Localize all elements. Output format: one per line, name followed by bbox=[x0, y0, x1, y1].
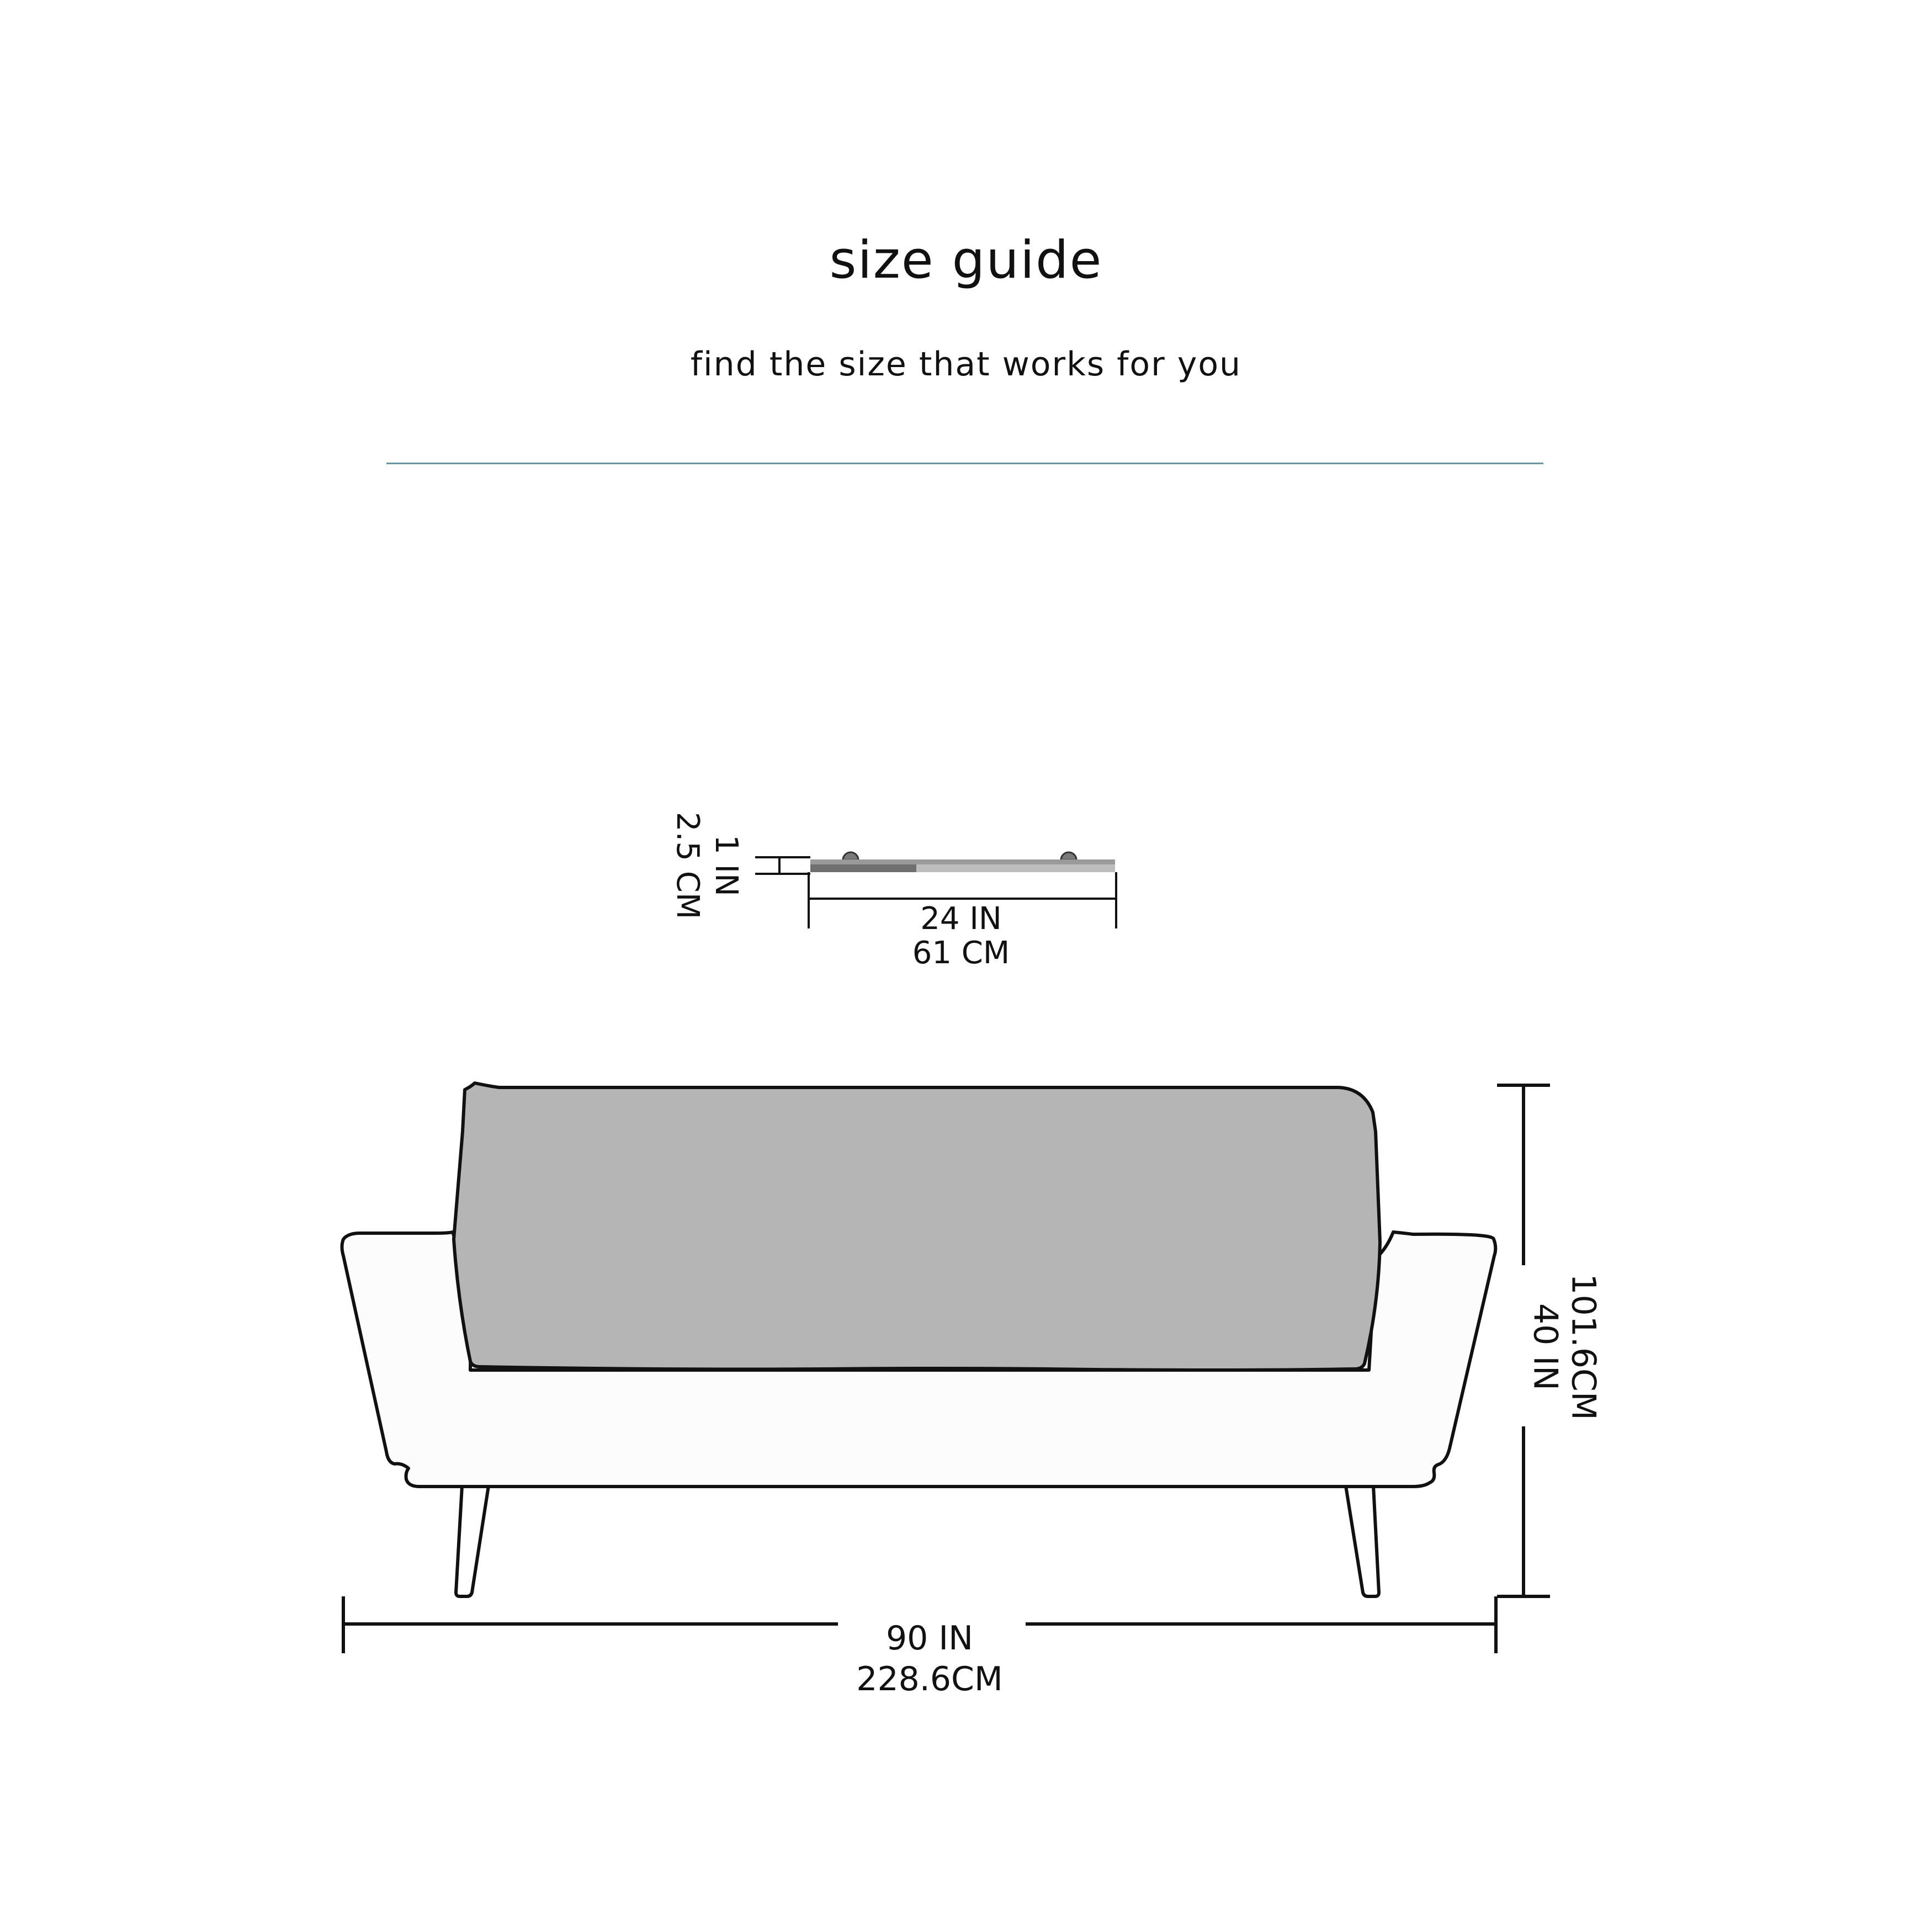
sofa-height-in-label: 40 IN bbox=[1526, 1303, 1565, 1390]
shelf-top-surface bbox=[810, 859, 1115, 865]
shelf-height-cm-label: 2.5 CM bbox=[669, 811, 705, 920]
shelf-width-in-label: 24 IN bbox=[920, 901, 1002, 937]
sofa-width-in-label: 90 IN bbox=[886, 1619, 973, 1658]
sofa-illustration bbox=[342, 1083, 1496, 1596]
shelf-height-in-label: 1 IN bbox=[708, 835, 744, 896]
shelf-height-dimension bbox=[755, 857, 810, 874]
page-title: size guide bbox=[829, 230, 1103, 290]
shelf-front-light bbox=[916, 864, 1115, 872]
shelf-width-cm-label: 61 CM bbox=[912, 935, 1010, 971]
shelf-front-dark bbox=[810, 864, 916, 872]
page-subtitle: find the size that works for you bbox=[690, 345, 1242, 384]
shelf-illustration bbox=[810, 852, 1115, 872]
sofa-width-cm-label: 228.6CM bbox=[856, 1660, 1003, 1699]
sofa-leg-right bbox=[1346, 1486, 1379, 1596]
shelf-peg-left bbox=[843, 852, 858, 860]
shelf-peg-right bbox=[1061, 852, 1076, 860]
sofa-leg-left bbox=[456, 1486, 489, 1596]
sofa-back-cushion bbox=[454, 1083, 1380, 1370]
sofa-height-cm-label: 101.6CM bbox=[1564, 1273, 1603, 1420]
